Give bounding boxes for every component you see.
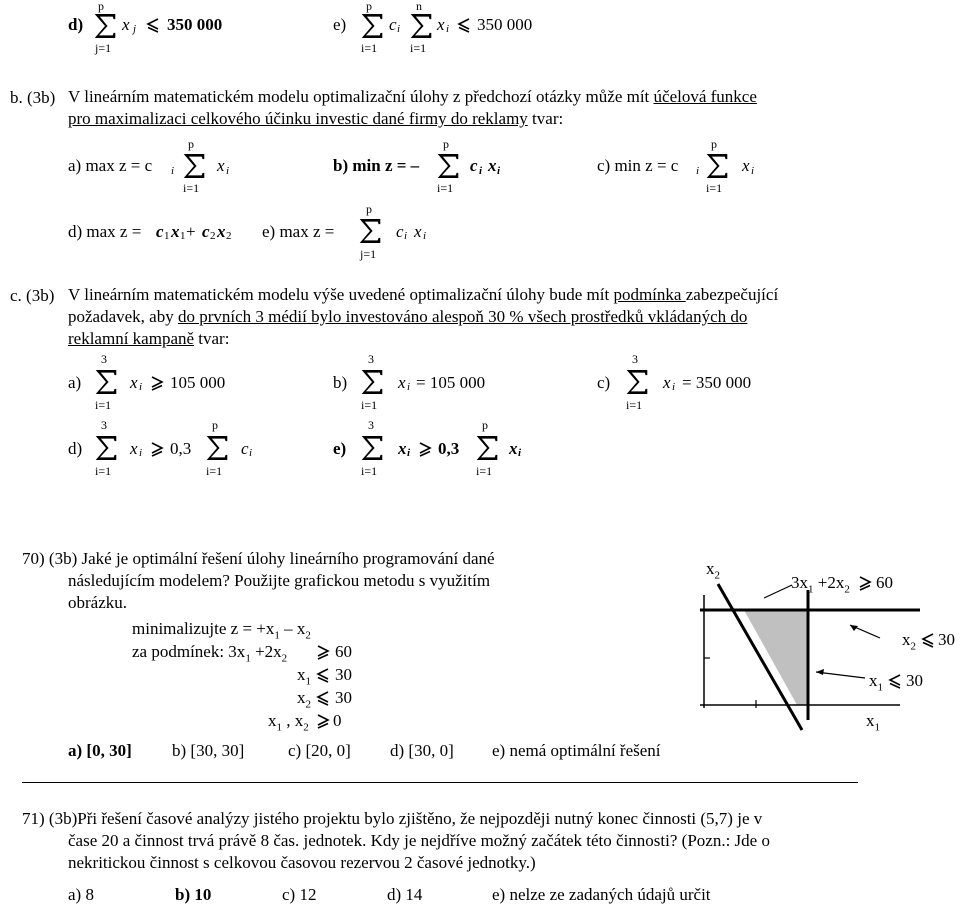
sigma-icon — [182, 152, 206, 180]
rhs-value: 105 000 — [170, 373, 226, 392]
var-x: x — [130, 439, 138, 458]
var-sub: i — [446, 23, 450, 35]
sum-upper: p — [482, 418, 488, 432]
option-b-label: b) — [333, 373, 348, 392]
text-run: , x — [282, 711, 304, 730]
question-70-text — [22, 548, 495, 614]
constraint-2 — [297, 666, 311, 687]
option-e-label: e) — [333, 15, 347, 34]
graph-label-c1 — [791, 574, 850, 595]
var-x: x — [217, 222, 226, 241]
section-c-text — [68, 284, 778, 350]
rhs-value: = 350 000 — [682, 373, 752, 392]
ge-icon — [150, 441, 164, 457]
graph-label-c2 — [902, 631, 916, 652]
text-line: čase 20 a činnost trvá právě 8 čas. jednotek. Kdy je nejdříve možný začátek této činnosti? (Pozn.: Jde o — [68, 831, 770, 850]
sum-lower: i=1 — [437, 181, 454, 195]
text-run: +2x — [250, 642, 282, 661]
var-x: x — [398, 439, 407, 458]
ge-icon — [150, 375, 164, 391]
sum-lower: i=1 — [183, 181, 200, 195]
sum-upper: 3 — [368, 418, 374, 432]
section-c-label: c. (3b) — [10, 286, 55, 305]
text-run: x — [297, 688, 306, 707]
option-d-label: d) — [68, 439, 83, 458]
text-run: 3x — [791, 573, 808, 592]
sigma-icon — [625, 368, 649, 396]
answer-c: c) [20, 0] — [288, 741, 351, 760]
sigma-icon — [705, 152, 729, 180]
var-x: x — [437, 15, 445, 34]
sub: i — [672, 381, 676, 393]
sub: 1 — [877, 681, 883, 694]
text-run: zabezpečující — [685, 285, 779, 304]
sigma-icon — [205, 434, 229, 462]
var-c: c — [156, 222, 164, 241]
sub: 2 — [303, 721, 309, 734]
text-run: V lineárním matematickém modelu výše uvedené optimalizační úlohy bude mít — [68, 285, 614, 304]
answer-b: b) [30, 30] — [172, 741, 245, 760]
option-e-label: e) — [333, 439, 347, 458]
sum-upper: p — [98, 0, 104, 13]
option-d-label: d) — [68, 15, 84, 34]
sub: 1 — [305, 675, 311, 688]
sigma-icon — [94, 368, 118, 396]
text-run-underlined: do prvních 3 médií bylo investováno alespoň 30 % všech prostředků vkládaných do — [177, 307, 748, 326]
var-x: x — [663, 373, 671, 392]
var-x: x — [130, 373, 138, 392]
var-x: x — [122, 15, 130, 34]
sub: 1 — [808, 583, 814, 596]
text-run: x — [706, 559, 715, 578]
var-x: x — [171, 222, 180, 241]
sigma-icon — [93, 13, 117, 39]
constraint-1 — [132, 643, 287, 664]
sub: i — [226, 165, 230, 177]
sub: i — [751, 165, 755, 177]
sum-lower: i=1 — [361, 464, 378, 478]
section-b-label: b. (3b) — [10, 88, 56, 107]
sub: i — [696, 165, 700, 177]
var-c: c — [396, 222, 404, 241]
sub: 1 — [180, 230, 186, 242]
sigma-icon — [475, 434, 499, 462]
option-b-label: b) min z = – — [333, 156, 420, 175]
text-run: tvar: — [527, 109, 564, 128]
rhs-value: 30 — [335, 688, 352, 707]
sum-upper: p — [366, 0, 372, 13]
sum-lower: j=1 — [360, 247, 377, 261]
rhs-value: 0,3 — [170, 439, 192, 458]
var-x: x — [488, 156, 497, 175]
sum-upper: p — [188, 137, 194, 151]
sub: i — [407, 447, 411, 459]
text-run: x — [869, 671, 878, 690]
sum-lower: i=1 — [361, 398, 378, 412]
var-sub: i — [397, 23, 401, 35]
var-x: x — [509, 439, 518, 458]
text-run: x — [268, 711, 277, 730]
sub: i — [497, 165, 501, 177]
le-icon — [316, 667, 330, 683]
sum-upper: p — [212, 418, 218, 432]
sub: i — [171, 165, 175, 177]
text-run-underlined: podmínka — [613, 285, 686, 304]
feasible-region — [744, 610, 808, 705]
text-line: 70) (3b) Jaké je optimální řešení úlohy lineárního programování dané — [22, 549, 495, 568]
text-run: +2x — [813, 573, 845, 592]
var-x: x — [398, 373, 406, 392]
sub: i — [139, 447, 143, 459]
text-run: požadavek, aby — [68, 307, 178, 326]
sigma-icon — [360, 368, 384, 396]
le-icon — [457, 17, 471, 33]
constraint-3 — [297, 689, 311, 710]
answer-a: a) 8 — [68, 885, 94, 904]
option-d-label: d) max z = — [68, 222, 142, 241]
answer-a: a) [0, 30] — [68, 741, 132, 760]
option-a-label: a) max z = c — [68, 156, 153, 175]
text-run: x — [297, 665, 306, 684]
sum-upper: n — [416, 0, 422, 13]
text-line: obrázku. — [68, 593, 128, 612]
graph-label-c1-rhs: 60 — [876, 573, 893, 592]
sum-lower: i=1 — [206, 464, 223, 478]
text-run: 71) (3b) — [22, 809, 78, 828]
rhs-value: 0 — [333, 711, 342, 730]
le-icon — [146, 17, 160, 33]
text-run-underlined: reklamní kampaně — [68, 329, 195, 348]
rhs-value: 30 — [335, 665, 352, 684]
rhs-value: 350 000 — [477, 15, 533, 34]
sum-lower: i=1 — [361, 41, 378, 55]
sigma-icon — [436, 152, 460, 180]
sub: 1 — [874, 721, 880, 734]
option-c-label: c) min z = c — [597, 156, 679, 175]
text-run: Při řešení časové analýzy jistého projektu bylo zjištěno, že nejpozději nutný konec činnosti (5,7) je v — [77, 809, 763, 828]
text-run: minimalizujte z = +x — [132, 619, 275, 638]
option-c-label: c) — [597, 373, 611, 392]
objective — [132, 620, 311, 641]
text-run: V lineárním matematickém modelu optimalizační úlohy z předchozí otázky může mít — [68, 87, 654, 106]
ge-icon — [418, 441, 432, 457]
sum-lower: i=1 — [95, 464, 112, 478]
var-c: c — [202, 222, 210, 241]
section-b-text — [68, 86, 757, 130]
answer-d: d) [30, 0] — [390, 741, 454, 760]
ge-icon — [316, 644, 330, 660]
sub: 2 — [305, 698, 311, 711]
sigma-icon — [360, 13, 384, 39]
graph-label-c3-rhs: 30 — [906, 671, 923, 690]
sub: 2 — [281, 652, 288, 665]
graph-axis-x1 — [866, 712, 880, 733]
text-run: tvar: — [194, 329, 230, 348]
sigma-icon — [409, 13, 433, 39]
sub: i — [518, 447, 522, 459]
text-run: x — [866, 711, 875, 730]
feasible-region-graph — [680, 540, 960, 740]
constraint-4 — [268, 712, 309, 733]
sum-upper: 3 — [101, 352, 107, 366]
text-run-underlined: účelová funkce — [653, 87, 757, 106]
answer-d: d) 14 — [387, 885, 423, 904]
answer-b: b) 10 — [175, 885, 212, 904]
sigma-icon — [94, 434, 118, 462]
answer-c: c) 12 — [282, 885, 317, 904]
sub: 1 — [164, 230, 170, 242]
rhs-value: 350 000 — [167, 15, 223, 34]
sub: 1 — [274, 629, 280, 642]
sub: 2 — [305, 629, 311, 642]
answer-e: e) nemá optimální řešení — [492, 741, 661, 760]
option-a-label: a) — [68, 373, 82, 392]
graph-label-c2-rhs: 30 — [938, 630, 955, 649]
var-sub: j — [133, 23, 137, 35]
graph-label-c3 — [869, 672, 883, 693]
sub: 1 — [245, 652, 251, 665]
sum-lower: i=1 — [476, 464, 493, 478]
sum-lower: i=1 — [95, 398, 112, 412]
text-line: nekritickou činnost s celkovou časovou rezervou 2 časové jednotky.) — [68, 853, 536, 872]
sigma-icon — [360, 434, 384, 462]
sum-lower: i=1 — [626, 398, 643, 412]
divider — [22, 782, 858, 783]
sum-upper: 3 — [632, 352, 638, 366]
rhs-value: 60 — [335, 642, 352, 661]
sub: i — [407, 381, 411, 393]
text-run: – x — [279, 619, 306, 638]
rhs-value: 0,3 — [438, 439, 460, 458]
rhs-value: = 105 000 — [416, 373, 486, 392]
plus: + — [186, 222, 196, 241]
ge-icon — [316, 713, 330, 729]
sub: i — [139, 381, 143, 393]
le-icon — [888, 673, 902, 689]
sigma-icon — [358, 217, 382, 245]
sum-lower: j=1 — [95, 41, 112, 55]
sum-upper: 3 — [101, 418, 107, 432]
option-e-label: e) max z = — [262, 222, 335, 241]
sum-upper: p — [443, 137, 449, 151]
le-icon — [921, 632, 935, 648]
sum-upper: p — [366, 202, 372, 216]
sub: i — [479, 165, 483, 177]
sum-lower: i=1 — [410, 41, 427, 55]
ge-icon — [858, 575, 872, 591]
sub: 2 — [910, 640, 916, 653]
answer-e: e) nelze ze zadaných údajů určit — [492, 885, 711, 904]
sum-upper: 3 — [368, 352, 374, 366]
sub: i — [249, 447, 253, 459]
sub: 2 — [844, 583, 850, 596]
var-x: x — [742, 156, 750, 175]
sub: 2 — [226, 230, 232, 242]
question-71-text — [22, 808, 770, 874]
var-c: c — [241, 439, 249, 458]
sub: 2 — [714, 569, 720, 582]
sub: i — [423, 230, 427, 242]
text-run: za podmínek: 3x — [132, 642, 246, 661]
sum-upper: p — [711, 137, 717, 151]
pointer-c1 — [764, 585, 792, 598]
text-run-underlined: pro maximalizaci celkového účinku investic dané firmy do reklamy — [68, 109, 528, 128]
sub: 1 — [276, 721, 282, 734]
sum-lower: i=1 — [706, 181, 723, 195]
le-icon — [316, 690, 330, 706]
var-x: x — [414, 222, 422, 241]
text-line: následujícím modelem? Použijte grafickou metodu s využitím — [68, 571, 491, 590]
var-c: c — [470, 156, 478, 175]
var-c: c — [389, 15, 397, 34]
graph-axis-x2 — [706, 560, 720, 581]
sub: 2 — [210, 230, 216, 242]
sub: i — [404, 230, 408, 242]
var-x: x — [217, 156, 225, 175]
text-run: x — [902, 630, 911, 649]
